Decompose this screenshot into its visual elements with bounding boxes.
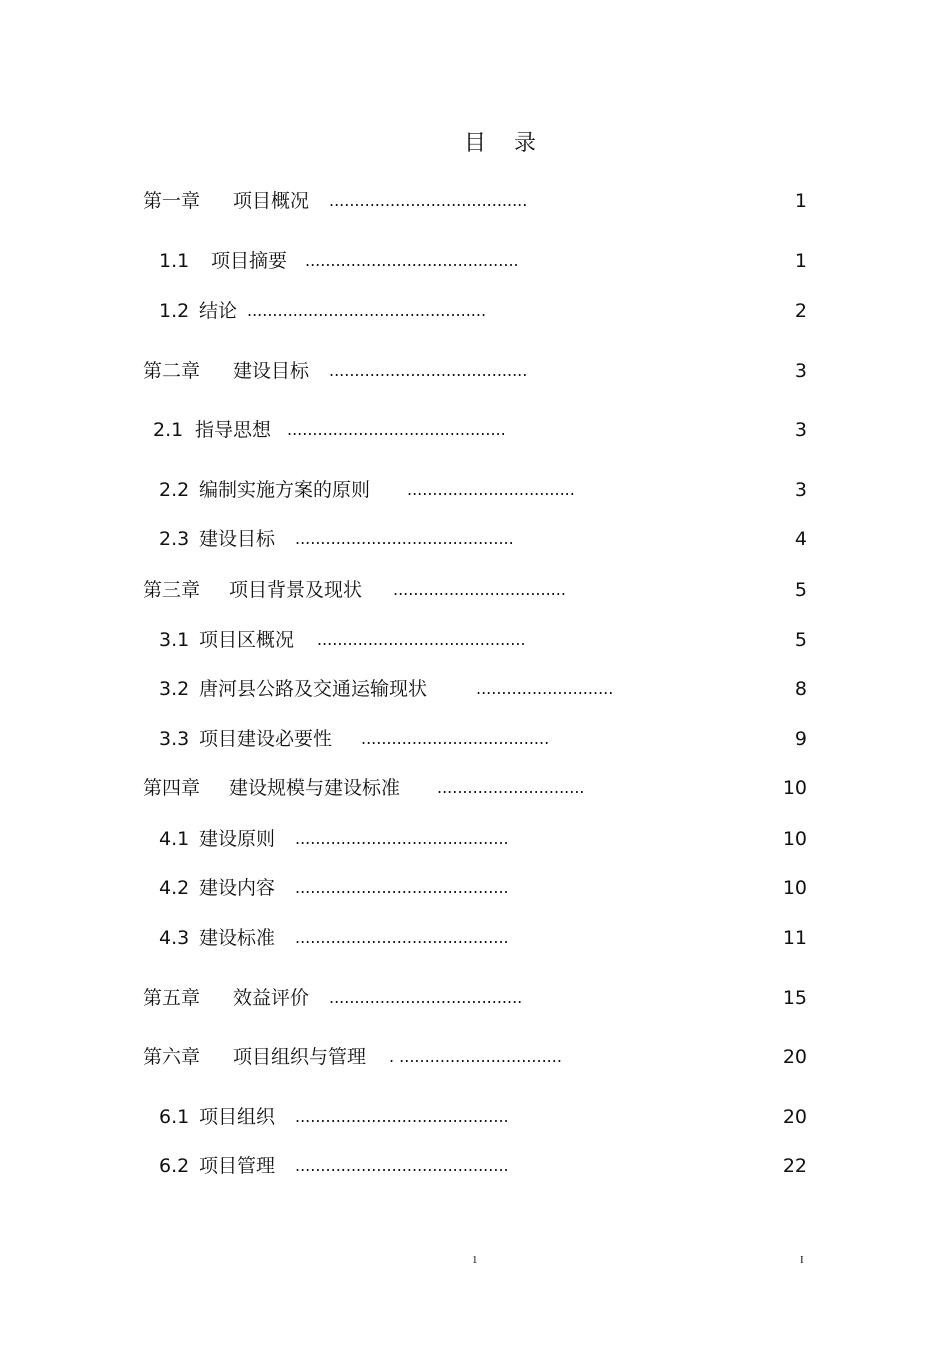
toc-entry-chapter-4[interactable]: [143, 774, 585, 802]
toc-entry-number: 第六章: [143, 1046, 201, 1068]
toc-leader-dots: ..................................: [393, 580, 566, 599]
toc-entry-page: 11: [782, 927, 807, 949]
toc-entry-page: 10: [782, 777, 807, 799]
toc-entry-label: 建设标准: [199, 927, 276, 949]
toc-entry-label: 编制实施方案的原则: [199, 479, 371, 501]
footer-page-number: 1: [472, 1254, 478, 1266]
toc-entry-3-2[interactable]: [159, 675, 613, 703]
toc-entry-number: 6.1: [159, 1106, 190, 1128]
toc-entry-number: 2.2: [159, 479, 190, 501]
toc-leader-dots: ..........................................: [305, 251, 519, 270]
toc-leader-dots: ..........................................: [295, 878, 509, 897]
toc-entry-page: 8: [794, 678, 807, 700]
toc-entry-page: 20: [782, 1046, 807, 1068]
toc-entry-page: 9: [794, 728, 807, 750]
toc-leader-dots: .......................................: [329, 191, 528, 210]
toc-entry-page: 15: [782, 987, 807, 1009]
toc-entry-3-3[interactable]: [159, 725, 549, 753]
toc-entry-page: 1: [794, 190, 807, 212]
toc-entry-number: 1.1: [159, 250, 190, 272]
toc-entry-label: 建设目标: [199, 528, 276, 550]
toc-leader-dots: .......................................: [329, 361, 528, 380]
toc-leader-dots: . ................................: [389, 1047, 562, 1066]
toc-title-char-1: 目: [463, 131, 486, 156]
toc-entry-label: 唐河县公路及交通运输现状: [199, 678, 428, 700]
toc-entry-label: 建设原则: [199, 828, 276, 850]
toc-entry-number: 4.3: [159, 927, 190, 949]
toc-entry-label: 项目区概况: [199, 629, 295, 651]
toc-entry-page: 3: [794, 479, 807, 501]
toc-entry-label: 效益评价: [233, 987, 310, 1009]
toc-entry-number: 3.2: [159, 678, 190, 700]
toc-entry-page: 22: [782, 1155, 807, 1177]
toc-entry-2-2[interactable]: [159, 476, 575, 504]
toc-entry-page: 5: [794, 579, 807, 601]
toc-entry-4-3[interactable]: [159, 924, 509, 952]
toc-entry-chapter-1[interactable]: [143, 187, 527, 215]
toc-entry-page: 4: [794, 528, 807, 550]
toc-entry-number: 第一章: [143, 190, 201, 212]
toc-title-char-2: 录: [514, 131, 537, 156]
toc-entry-label: 项目管理: [199, 1155, 276, 1177]
toc-entry-number: 1.2: [159, 300, 190, 322]
toc-leader-dots: ...............................................: [247, 301, 487, 320]
toc-entry-number: 第三章: [143, 579, 201, 601]
toc-entry-label: 指导思想: [195, 419, 272, 441]
toc-entry-label: 建设规模与建设标准: [229, 777, 401, 799]
toc-leader-dots: ...........................................: [287, 420, 506, 439]
toc-entry-6-1[interactable]: [159, 1103, 509, 1131]
toc-entry-1-2[interactable]: [159, 297, 486, 325]
toc-entry-4-2[interactable]: [159, 874, 509, 902]
toc-entry-number: 2.1: [153, 419, 184, 441]
toc-leader-dots: ..........................................: [295, 829, 509, 848]
toc-entry-label: 结论: [199, 300, 238, 322]
toc-entry-6-2[interactable]: [159, 1152, 509, 1180]
toc-entry-page: 10: [782, 877, 807, 899]
toc-leader-dots: ..........................................: [295, 1107, 509, 1126]
toc-entry-page: 3: [794, 419, 807, 441]
toc-leader-dots: .............................: [437, 778, 585, 797]
toc-leader-dots: ..........................................: [295, 928, 509, 947]
toc-entry-3-1[interactable]: [159, 626, 526, 654]
toc-leader-dots: ...........................................: [295, 529, 514, 548]
toc-entry-page: 10: [782, 828, 807, 850]
toc-leader-dots: ..........................................: [295, 1156, 509, 1175]
toc-entry-chapter-3[interactable]: [143, 576, 566, 604]
toc-entry-page: 2: [794, 300, 807, 322]
toc-leader-dots: .........................................: [317, 630, 526, 649]
toc-entry-number: 第四章: [143, 777, 201, 799]
toc-entry-number: 4.2: [159, 877, 190, 899]
toc-entry-label: 建设目标: [233, 360, 310, 382]
toc-entry-number: 4.1: [159, 828, 190, 850]
toc-entry-page: 20: [782, 1106, 807, 1128]
footer-roman-numeral: I: [800, 1254, 804, 1266]
toc-leader-dots: ...........................: [476, 679, 614, 698]
toc-entry-number: 3.3: [159, 728, 190, 750]
toc-entry-2-3[interactable]: [159, 525, 514, 553]
toc-entry-number: 6.2: [159, 1155, 190, 1177]
toc-entry-page: 3: [794, 360, 807, 382]
toc-entry-1-1[interactable]: [159, 247, 519, 275]
toc-entry-number: 第二章: [143, 360, 201, 382]
toc-entry-label: 项目概况: [233, 190, 310, 212]
toc-entry-label: 项目组织与管理: [233, 1046, 367, 1068]
toc-entry-label: 项目建设必要性: [199, 728, 333, 750]
toc-entry-chapter-6[interactable]: [143, 1043, 562, 1071]
toc-leader-dots: ......................................: [329, 988, 523, 1007]
toc-entry-page: 1: [794, 250, 807, 272]
toc-leader-dots: .................................: [407, 480, 575, 499]
toc-entry-number: 3.1: [159, 629, 190, 651]
toc-entry-page: 5: [794, 629, 807, 651]
toc-entry-number: 2.3: [159, 528, 190, 550]
toc-entry-label: 项目摘要: [211, 250, 288, 272]
toc-entry-label: 项目组织: [199, 1106, 276, 1128]
toc-entry-chapter-5[interactable]: [143, 984, 522, 1012]
toc-entry-2-1[interactable]: [153, 416, 506, 444]
toc-entry-label: 建设内容: [199, 877, 276, 899]
toc-title: [0, 126, 950, 157]
toc-entry-4-1[interactable]: [159, 825, 509, 853]
toc-entry-number: 第五章: [143, 987, 201, 1009]
toc-entry-label: 项目背景及现状: [229, 579, 363, 601]
toc-entry-chapter-2[interactable]: [143, 357, 527, 385]
toc-leader-dots: .....................................: [361, 729, 550, 748]
